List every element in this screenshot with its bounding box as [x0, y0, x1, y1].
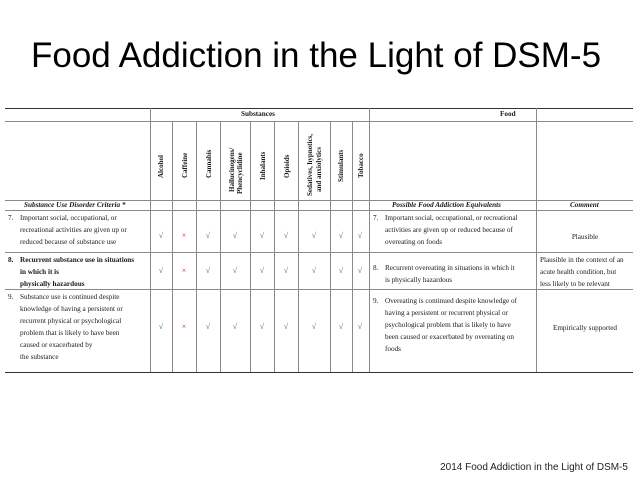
comment-column-header: Comment — [570, 201, 599, 209]
food-line: having a persistent or recurrent physical or — [385, 309, 508, 317]
table-rule — [172, 121, 173, 372]
criteria-line: the substance — [20, 353, 59, 361]
check-mark: √ — [205, 266, 211, 275]
substance-header-opioids: Opioids — [283, 154, 291, 178]
criteria-line: recreational activities are given up or — [20, 226, 127, 234]
criteria-line: problem that is likely to have been — [20, 329, 120, 337]
check-mark: √ — [259, 266, 265, 275]
check-mark: √ — [232, 231, 238, 240]
table-rule — [5, 108, 633, 109]
criteria-line: caused or exacerbated by — [20, 341, 93, 349]
criteria-line: in which it is — [20, 268, 59, 276]
check-mark: √ — [357, 231, 363, 240]
cross-mark: × — [181, 266, 187, 275]
criteria-number: 7. — [8, 214, 14, 222]
check-mark: √ — [338, 266, 344, 275]
food-line: psychological problem that is likely to have — [385, 321, 511, 329]
food-line: been caused or exacerbated by overeating on — [385, 333, 514, 341]
cross-mark: × — [181, 322, 187, 331]
criteria-line: Substance use is continued despite — [20, 293, 120, 301]
substance-header-sedatives: Sedatives, hypnotics, — [306, 133, 314, 196]
criteria-number: 8. — [8, 256, 14, 264]
table-rule — [5, 372, 633, 373]
food-line: Recurrent overeating in situations in which it — [385, 264, 515, 272]
check-mark: √ — [205, 231, 211, 240]
slide-footer: 2014 Food Addiction in the Light of DSM-5 — [440, 462, 628, 473]
food-line: Important social, occupational, or recreational — [385, 214, 518, 222]
table-rule — [5, 121, 633, 122]
criteria-column-header: Substance Use Disorder Criteria * — [24, 201, 126, 209]
food-line: is physically hazardous — [385, 276, 453, 284]
comment-line: acute health condition, but — [540, 268, 617, 276]
substance-header-inhalants: Inhalants — [259, 151, 267, 180]
check-mark: √ — [311, 231, 317, 240]
check-mark: √ — [311, 266, 317, 275]
food-line: Overeating is continued despite knowledge of — [385, 297, 517, 305]
check-mark: √ — [338, 322, 344, 331]
check-mark: √ — [259, 231, 265, 240]
criteria-number: 9. — [8, 293, 14, 301]
table-rule — [274, 121, 275, 372]
check-mark: √ — [158, 266, 164, 275]
food-number: 8. — [373, 264, 379, 272]
food-line: overeating on foods — [385, 238, 443, 246]
check-mark: √ — [158, 322, 164, 331]
substance-header-stimulants: Stimulants — [337, 149, 345, 182]
check-mark: √ — [232, 266, 238, 275]
food-line: foods — [385, 345, 401, 353]
substance-header-caffeine: Caffeine — [181, 152, 189, 178]
table-rule — [250, 121, 251, 372]
equivalents-column-header: Possible Food Addiction Equivalents — [392, 201, 501, 209]
substances-group-header: Substances — [241, 110, 275, 118]
criteria-line: physically hazardous — [20, 280, 85, 288]
check-mark: √ — [283, 266, 289, 275]
table-rule — [352, 121, 353, 372]
check-mark: √ — [357, 266, 363, 275]
criteria-line: knowledge of having a persistent or — [20, 305, 123, 313]
substance-header-phencyclidine: Phencyclidine — [236, 152, 244, 194]
slide-title: Food Addiction in the Light of DSM-5 — [31, 36, 602, 75]
substance-header-hallucinogens: Hallucinogens/ — [228, 147, 236, 192]
substance-header-alcohol: Alcohol — [157, 155, 165, 178]
food-group-header: Food — [500, 110, 516, 118]
check-mark: √ — [158, 231, 164, 240]
check-mark: √ — [205, 322, 211, 331]
criteria-line: Important social, occupational, or — [20, 214, 117, 222]
check-mark: √ — [311, 322, 317, 331]
food-number: 9. — [373, 297, 379, 305]
table-rule — [5, 252, 633, 253]
check-mark: √ — [232, 322, 238, 331]
cross-mark: × — [181, 231, 187, 240]
criteria-line: reduced because of substance use — [20, 238, 117, 246]
table-rule — [369, 108, 370, 372]
check-mark: √ — [283, 322, 289, 331]
check-mark: √ — [338, 231, 344, 240]
comment-line: less likely to be relevant — [540, 280, 610, 288]
table-rule — [196, 121, 197, 372]
food-number: 7. — [373, 214, 379, 222]
check-mark: √ — [357, 322, 363, 331]
table-rule — [5, 289, 633, 290]
comment-text: Plausible — [571, 233, 599, 241]
table-rule — [220, 121, 221, 372]
comment-line: Plausible in the context of an — [540, 256, 624, 264]
comment-text: Empirically supported — [552, 324, 618, 332]
food-line: activities are given up or reduced because of — [385, 226, 513, 234]
check-mark: √ — [259, 322, 265, 331]
criteria-line: Recurrent substance use in situations — [20, 256, 135, 264]
table-rule — [330, 121, 331, 372]
check-mark: √ — [283, 231, 289, 240]
criteria-line: recurrent physical or psychological — [20, 317, 122, 325]
substance-header-cannabis: Cannabis — [205, 149, 213, 178]
substance-header-tobacco: Tobacco — [357, 153, 365, 178]
substance-header-anxiolytics: and anxiolytics — [315, 147, 323, 192]
table-rule — [150, 108, 151, 372]
table-rule — [298, 121, 299, 372]
